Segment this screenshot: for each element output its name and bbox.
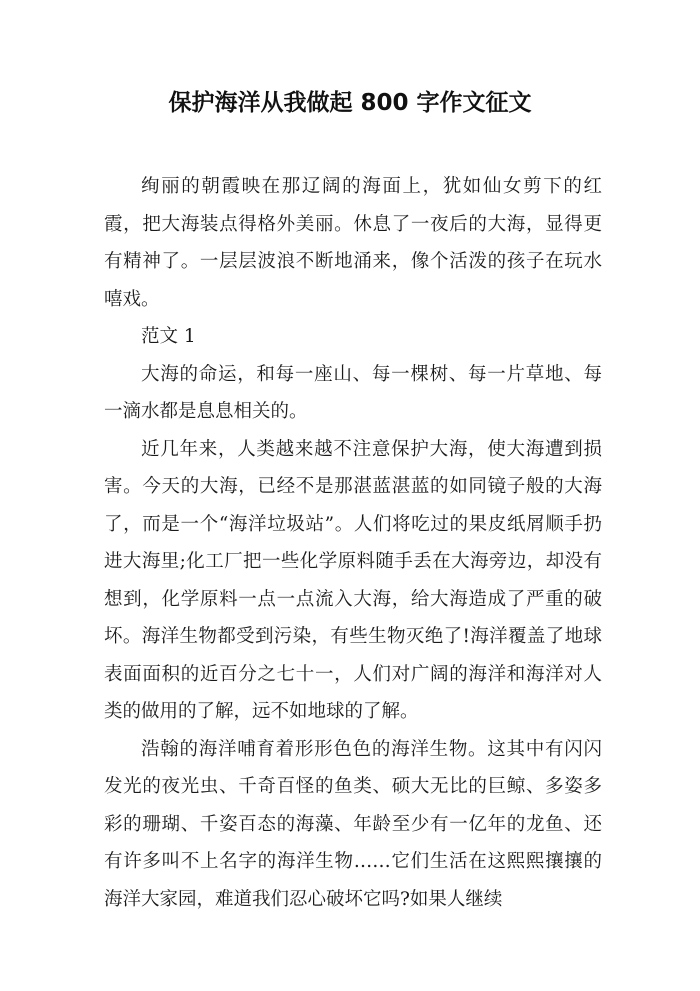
- paragraph: 近几年来，人类越来越不注意保护大海，使大海遭到损害。今天的大海，已经不是那湛蓝湛蓝的如同镜子般的大海了，而是一个“海洋垃圾站”。人们将吃过的果皮纸屑顺手扔进大海里;化工厂把一些化学原料随手丢在大海旁边，却没有想到，化学原料一点一点流入大海，给大海造成了严重的破坏。海洋生物都受到污染，有些生物灭绝了!海洋覆盖了地球表面面积的近百分之七十一，人们对广阔的海洋和海洋对人类的做用的了解，远不如地球的了解。: [104, 438, 602, 722]
- section-heading: 范文 1: [141, 326, 196, 347]
- paragraph: 浩翰的海洋哺育着形形色色的海洋生物。这其中有闪闪发光的夜光虫、千奇百怪的鱼类、硕大无比的巨鲸、多姿多彩的珊瑚、千姿百态的海藻、年龄至少有一亿年的龙鱼、还有许多叫不上名字的海洋生物……它们生活在这熙熙攘攘的海洋大家园，难道我们忍心破坏它吗?如果人继续: [104, 738, 602, 910]
- document-body: [104, 168, 602, 918]
- document-title: 保护海洋从我做起 800 字作文征文: [168, 90, 532, 116]
- paragraph-intro: 绚丽的朝霞映在那辽阔的海面上，犹如仙女剪下的红霞，把大海装点得格外美丽。休息了一夜后的大海，显得更有精神了。一层层波浪不断地涌来，像个活泼的孩子在玩水嘻戏。: [104, 176, 602, 310]
- paragraph: 大海的命运，和每一座山、每一棵树、每一片草地、每一滴水都是息息相关的。: [104, 363, 602, 422]
